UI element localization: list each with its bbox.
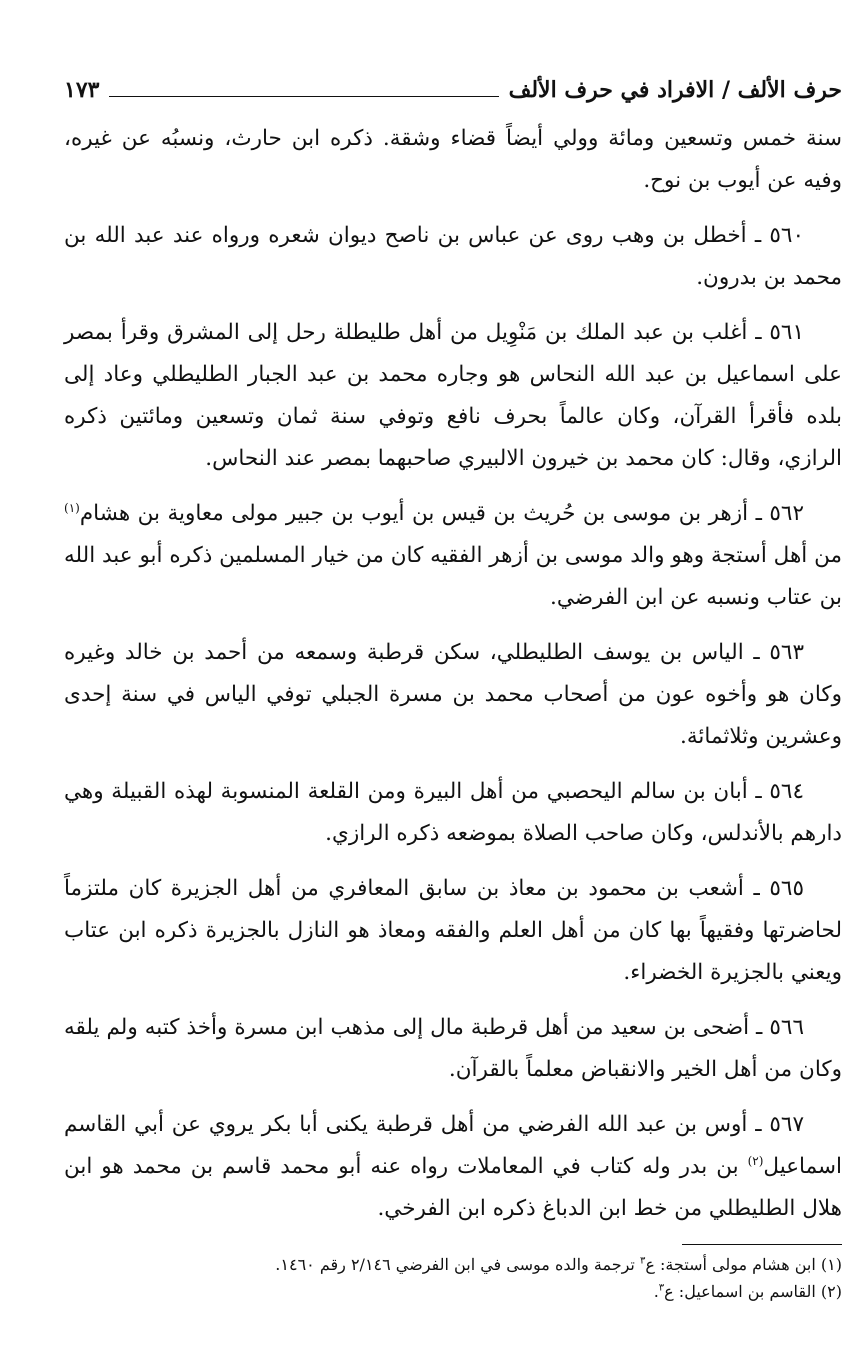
header-rule bbox=[109, 96, 498, 97]
entry-564: ٥٦٤ ـ أبان بن سالم اليحصبي من أهل البيرة ومن القلعة المنسوبة لهذه القبيلة وهي دارهم بالأندلس، وكان صاحب الصلاة بموضعه ذكره الرازي. bbox=[64, 779, 842, 846]
entry-text: سنة خمس وتسعين ومائة وولي أيضاً قضاء وشقة. ذكره ابن حارث، ونسبُه عن غيره، وفيه عن أيوب بن نوح. bbox=[64, 126, 842, 193]
entry-number: ٥٦١ bbox=[769, 320, 804, 345]
entry-number: ٥٦٦ bbox=[769, 1015, 804, 1040]
footnotes bbox=[64, 1251, 842, 1305]
entry-number: ٥٦٤ bbox=[769, 779, 804, 804]
entry-text: أخطل بن وهب روى عن عباس بن ناصح ديوان شعره ورواه عند عبد الله بن محمد بن بدرون. bbox=[64, 223, 842, 290]
footnote-reference: (٢) bbox=[747, 1153, 764, 1168]
footnote-marker: (١) bbox=[820, 1255, 842, 1274]
entry-565: ٥٦٥ ـ أشعب بن محمود بن معاذ بن سابق المعافري من أهل الجزيرة كان ملتزماً لحاضرتها وفقيهاً بها كان من أهل العلم والفقه ومعاذ هو النازل بالجزيرة ذكره ابن عتاب ويعني بالجزيرة الخضراء. bbox=[64, 876, 842, 985]
entry-561: ٥٦١ ـ أغلب بن عبد الملك بن مَنْوِيل من أهل طليطلة رحل إلى المشرق وقرأ بمصر على اسماعيل بن عبد الله النحاس هو وجاره محمد بن عبد الجبار الطليطلي وعاد إلى بلده فأقرأ القرآن، وكان عالماً بحرف نافع وتوفي سنة ثمان وتسعين ومائتين ذكره الرازي، وقال: كان محمد بن خيرون الالبيري صاحبهما بمصر عند النحاس. bbox=[64, 320, 842, 471]
footnote-superscript: ٣ bbox=[658, 1282, 665, 1294]
entry-number: ٥٦٧ bbox=[769, 1112, 805, 1137]
entry-567: ٥٦٧ ـ أوس بن عبد الله الفرضي من أهل قرطبة يكنى أبا بكر يروي عن أبي القاسم اسماعيل$^{(٢)}$ بن بدر وله كتاب في المعاملات رواه عنه أبو محمد قاسم بن محمد هو ابن هلال الطليطلي من خط ابن الدباغ ذكره ابن الفرخي. bbox=[64, 1112, 842, 1221]
entry-number: ٥٦٥ bbox=[769, 876, 805, 901]
header-title: حرف الألف / الافراد في حرف الألف bbox=[508, 77, 842, 103]
entry-560: ٥٦٠ ـ أخطل بن وهب روى عن عباس بن ناصح ديوان شعره ورواه عند عبد الله بن محمد بن بدرون. bbox=[64, 223, 842, 290]
main-text bbox=[64, 118, 842, 1230]
entry-text: أشعب بن محمود بن معاذ بن سابق المعافري من أهل الجزيرة كان ملتزماً لحاضرتها وفقيهاً بها كان من أهل العلم والفقه ومعاذ هو النازل بالجزيرة ذكره ابن عتاب ويعني بالجزيرة الخضراء. bbox=[64, 876, 842, 985]
footnote-text-after: . bbox=[653, 1282, 659, 1301]
entry-text: أغلب بن عبد الملك بن مَنْوِيل من أهل طليطلة رحل إلى المشرق وقرأ بمصر على اسماعيل بن عبد الله النحاس هو وجاره محمد بن عبد الجبار الطليطلي وعاد إلى بلده فأقرأ القرآن، وكان عالماً بحرف نافع وتوفي سنة ثمان وتسعين ومائتين ذكره الرازي، وقال: كان محمد بن خيرون الالبيري صاحبهما بمصر عند النحاس. bbox=[64, 320, 842, 471]
running-header bbox=[64, 70, 842, 110]
footnote-marker: (٢) bbox=[820, 1282, 842, 1301]
entry-563: ٥٦٣ ـ الياس بن يوسف الطليطلي، سكن قرطبة وسمعه من أحمد بن خالد وغيره وكان هو وأخوه عون من أصحاب محمد بن مسرة الجبلي توفي الياس في سنة إحدى وعشرين وثلاثمائة. bbox=[64, 640, 842, 749]
footnote-text-before: القاسم بن اسماعيل: ع bbox=[664, 1282, 816, 1301]
entry-number: ٥٦٠ bbox=[769, 223, 805, 248]
entry-number: ٥٦٢ bbox=[769, 501, 805, 526]
entry-text-after: بن بدر وله كتاب في المعاملات رواه عنه أبو محمد قاسم بن محمد هو ابن هلال الطليطلي من خط ابن الدباغ ذكره ابن الفرخي. bbox=[64, 1154, 842, 1221]
footnote-text-after: ترجمة والده موسى في ابن الفرضي ٢/١٤٦ رقم ١٤٦٠. bbox=[275, 1255, 640, 1274]
entry-text: أضحى بن سعيد من أهل قرطبة مال إلى مذهب ابن مسرة وأخذ كتبه ولم يلقه وكان من أهل الخير والانقباض معلماً بالقرآن. bbox=[64, 1015, 842, 1082]
page-number: ١٧٣ bbox=[64, 77, 100, 103]
entry-number: ٥٦٣ bbox=[769, 640, 804, 665]
footnote-superscript: ٣ bbox=[639, 1255, 646, 1267]
footnote-reference: (١) bbox=[64, 500, 80, 515]
footnote-separator bbox=[682, 1244, 842, 1245]
entry-text: أبان بن سالم اليحصبي من أهل البيرة ومن القلعة المنسوبة لهذه القبيلة وهي دارهم بالأندلس، وكان صاحب الصلاة بموضعه ذكره الرازي. bbox=[64, 779, 842, 846]
entry-text-after: من أهل أستجة وهو والد موسى بن أزهر الفقيه كان من خيار المسلمين ذكره أبو عبد الله بن عتاب ونسبه عن ابن الفرضي. bbox=[64, 543, 842, 610]
entry-text: الياس بن يوسف الطليطلي، سكن قرطبة وسمعه من أحمد بن خالد وغيره وكان هو وأخوه عون من أصحاب محمد بن مسرة الجبلي توفي الياس في سنة إحدى وعشرين وثلاثمائة. bbox=[64, 640, 842, 749]
footnote-2 bbox=[64, 1278, 842, 1305]
entry-text-before: أزهر بن موسى بن حُريث بن قيس بن أيوب بن جبير مولى معاوية بن هشام bbox=[79, 501, 749, 526]
entry-text-before: أوس بن عبد الله الفرضي من أهل قرطبة يكنى أبا بكر يروي عن أبي القاسم اسماعيل bbox=[64, 1112, 842, 1179]
entry-562: ٥٦٢ ـ أزهر بن موسى بن حُريث بن قيس بن أيوب بن جبير مولى معاوية بن هشام$^{(١)}$ من أهل أستجة وهو والد موسى بن أزهر الفقيه كان من خيار المسلمين ذكره أبو عبد الله بن عتاب ونسبه عن ابن الفرضي. bbox=[64, 500, 842, 610]
footnote-text-before: ابن هشام مولى أستجة: ع bbox=[645, 1255, 816, 1274]
footnote-1 bbox=[64, 1251, 842, 1278]
entry-566: ٥٦٦ ـ أضحى بن سعيد من أهل قرطبة مال إلى مذهب ابن مسرة وأخذ كتبه ولم يلقه وكان من أهل الخير والانقباض معلماً بالقرآن. bbox=[64, 1015, 842, 1082]
entry-continuation bbox=[64, 118, 842, 202]
book-page bbox=[64, 70, 842, 1305]
